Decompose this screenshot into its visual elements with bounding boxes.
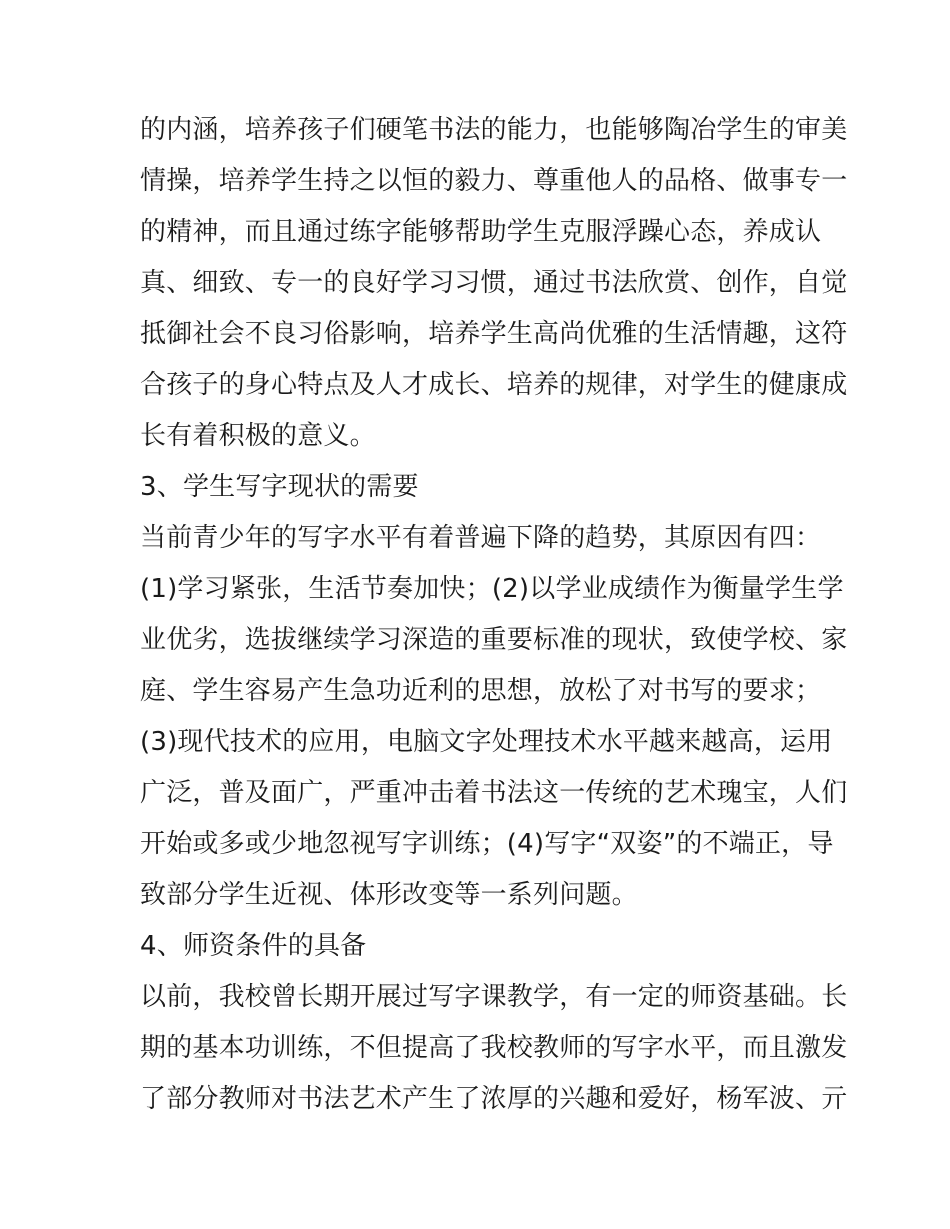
text-line: 以前，我校曾长期开展过写字课教学，有一定的师资基础。长: [140, 982, 848, 1012]
text-line: (3)现代技术的应用，电脑文字处理技术水平越来越高，运用: [140, 727, 833, 757]
body-text: [140, 105, 848, 1125]
text-line: 当前青少年的写字水平有着普遍下降的趋势，其原因有四：: [140, 523, 822, 553]
text-line: 的精神，而且通过练字能够帮助学生克服浮躁心态，养成认: [140, 217, 822, 247]
text-line: 合孩子的身心特点及人才成长、培养的规律，对学生的健康成: [140, 370, 848, 400]
text-line: 了部分教师对书法艺术产生了浓厚的兴趣和爱好，杨军波、亓: [140, 1084, 848, 1114]
section-heading: 4、师资条件的具备: [140, 931, 367, 961]
text-line: 情操，培养学生持之以恒的毅力、尊重他人的品格、做事专一: [140, 166, 848, 196]
section-heading: 3、学生写字现状的需要: [140, 472, 419, 502]
text-line: 真、细致、专一的良好学习习惯，通过书法欣赏、创作，自觉: [140, 268, 848, 298]
text-line: (1)学习紧张，生活节奏加快；(2)以学业成绩作为衡量学生学: [140, 574, 844, 604]
text-line: 长有着积极的意义。: [140, 421, 376, 451]
text-line: 致部分学生近视、体形改变等一系列问题。: [140, 880, 638, 910]
text-line: 抵御社会不良习俗影响，培养学生高尚优雅的生活情趣，这符: [140, 319, 848, 349]
text-line: 开始或多或少地忽视写字训练；(4)写字“双姿”的不端正，导: [140, 829, 834, 859]
text-line: 业优劣，选拔继续学习深造的重要标准的现状，致使学校、家: [140, 625, 848, 655]
text-line: 广泛，普及面广，严重冲击着书法这一传统的艺术瑰宝，人们: [140, 778, 848, 808]
text-line: 的内涵，培养孩子们硬笔书法的能力，也能够陶冶学生的审美: [140, 115, 848, 145]
text-line: 期的基本功训练，不但提高了我校教师的写字水平，而且激发: [140, 1033, 848, 1063]
text-line: 庭、学生容易产生急功近利的思想，放松了对书写的要求；: [140, 676, 822, 706]
